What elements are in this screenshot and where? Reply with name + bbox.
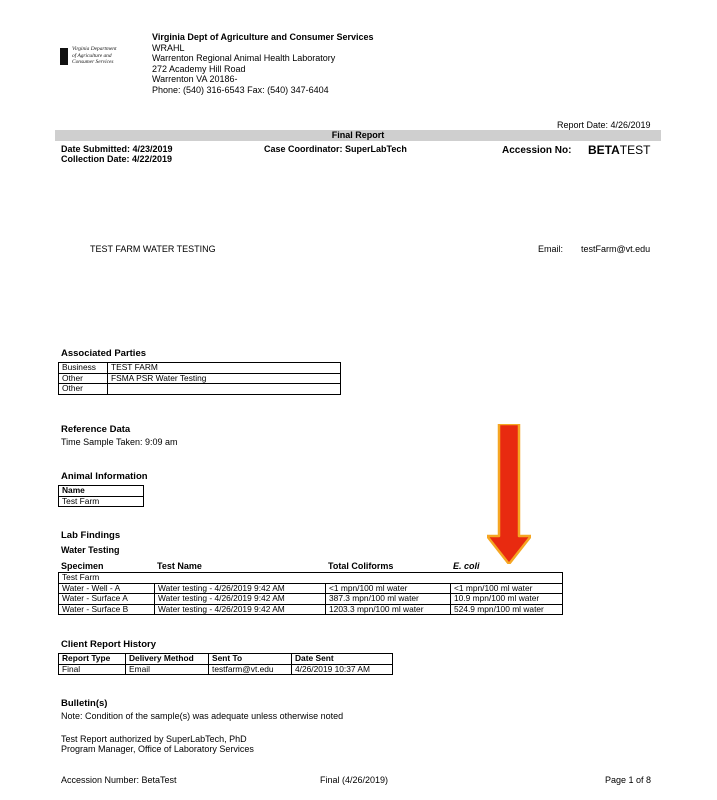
- red-arrow-down-icon: [487, 424, 531, 564]
- water-testing-subtitle: Water Testing: [61, 545, 120, 555]
- animal-info-table: [58, 485, 144, 507]
- col-total-coliforms: Total Coliforms: [328, 561, 394, 571]
- table-row: Water - Well - A Water testing - 4/26/2019 9:42 AM <1 mpn/100 ml water <1 mpn/100 ml water: [59, 583, 563, 594]
- collection-date: Collection Date: 4/22/2019: [61, 154, 173, 164]
- agency-name: Virginia Dept of Agriculture and Consumer Services: [152, 32, 374, 42]
- email-label: Email:: [538, 244, 564, 254]
- logo-mark-icon: [60, 48, 68, 65]
- footer-status: Final (4/26/2019): [320, 775, 389, 785]
- associated-parties-title: Associated Parties: [61, 348, 147, 359]
- date-submitted: Date Submitted: 4/23/2019: [61, 144, 173, 154]
- table-row: Test Farm: [59, 573, 563, 584]
- col-specimen: Specimen: [61, 561, 104, 571]
- report-history-title: Client Report History: [61, 639, 157, 650]
- table-row: Water - Surface B Water testing - 4/26/2019 9:42 AM 1203.3 mpn/100 ml water 524.9 mpn/100 ml water: [59, 604, 563, 615]
- report-date: Report Date: 4/26/2019: [557, 120, 651, 130]
- col-test-name: Test Name: [157, 561, 202, 571]
- case-coordinator: Case Coordinator: SuperLabTech: [264, 144, 407, 154]
- vdacs-logo: [60, 46, 144, 70]
- authorized-by: Test Report authorized by SuperLabTech, PhD: [61, 734, 247, 744]
- report-title: Final Report: [331, 130, 385, 140]
- lab-street: 272 Academy Hill Road: [152, 63, 246, 74]
- lab-findings-title: Lab Findings: [61, 530, 121, 541]
- lab-city: Warrenton VA 20186-: [152, 74, 238, 85]
- table-row: Name: [59, 486, 144, 497]
- client-name: TEST FARM WATER TESTING: [90, 244, 216, 254]
- table-row: Test Farm: [59, 496, 144, 507]
- animal-info-title: Animal Information: [61, 471, 148, 482]
- col-ecoli: E. coli: [453, 561, 480, 571]
- footer-accession: Accession Number: BetaTest: [61, 775, 177, 785]
- lab-header: [152, 32, 374, 96]
- bulletins-title: Bulletin(s): [61, 698, 108, 709]
- logo-text: Virginia Department of Agriculture and Consumer Services: [72, 46, 117, 66]
- bulletin-note: Note: Condition of the sample(s) was adequate unless otherwise noted: [61, 711, 344, 721]
- client-email: testFarm@vt.edu: [581, 244, 651, 254]
- time-sample-taken: Time Sample Taken: 9:09 am: [61, 437, 178, 447]
- table-row: Other FSMA PSR Water Testing: [59, 373, 341, 384]
- lab-name: Warrenton Regional Animal Health Laboratory: [152, 53, 336, 64]
- lab-findings-table: [58, 572, 563, 615]
- table-row: Business TEST FARM: [59, 363, 341, 374]
- table-row: Water - Surface A Water testing - 4/26/2019 9:42 AM 387.3 mpn/100 ml water 10.9 mpn/100 ml water: [59, 594, 563, 605]
- footer-page: Page 1 of 8: [605, 775, 652, 785]
- report-history-table: [58, 653, 393, 675]
- lab-phone: Phone: (540) 316-6543 Fax: (540) 347-6404: [152, 84, 329, 95]
- table-row: Other: [59, 384, 341, 395]
- program-manager: Program Manager, Office of Laboratory Services: [61, 744, 254, 754]
- associated-parties-table: [58, 362, 341, 395]
- table-row: Final Email testfarm@vt.edu 4/26/2019 10:37 AM: [59, 664, 393, 675]
- lab-abbrev: WRAHL: [152, 42, 185, 53]
- accession-value: BETATEST: [588, 143, 651, 157]
- accession-label: Accession No:: [502, 145, 572, 156]
- reference-data-title: Reference Data: [61, 424, 131, 435]
- table-row: Report Type Delivery Method Sent To Date Sent: [59, 654, 393, 665]
- final-report-bar: [55, 130, 661, 141]
